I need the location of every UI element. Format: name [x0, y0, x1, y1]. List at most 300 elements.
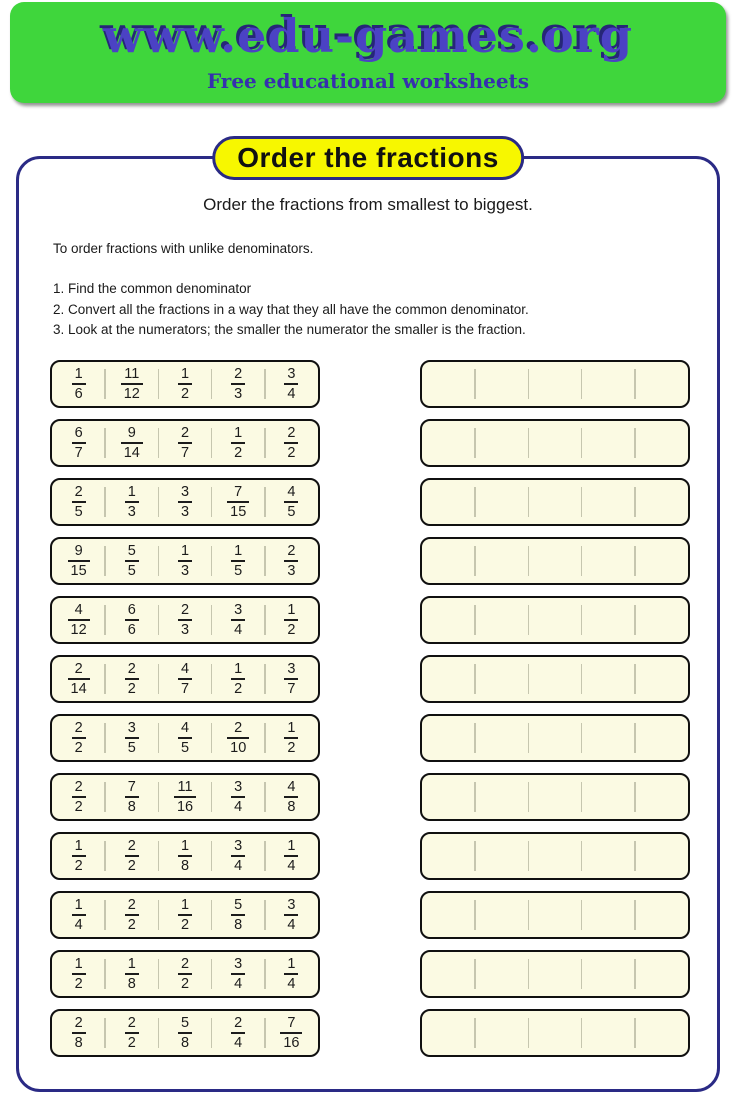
howto-step-1: 1. Find the common denominator [53, 281, 252, 297]
fraction-cell [212, 657, 265, 701]
fraction-numerator: 4 [178, 720, 192, 739]
fraction-numerator: 2 [125, 1015, 139, 1034]
answer-box [420, 537, 690, 585]
fraction [178, 484, 192, 520]
fraction-numerator: 1 [231, 425, 245, 444]
fraction [125, 1015, 139, 1051]
fraction [125, 661, 139, 697]
fraction-cell [52, 1011, 105, 1055]
answer-cell[interactable] [635, 480, 688, 524]
fraction [231, 838, 245, 874]
answer-box [420, 832, 690, 880]
fraction-denominator: 5 [180, 740, 190, 756]
fraction-denominator: 7 [180, 681, 190, 697]
fraction-denominator: 2 [287, 740, 296, 756]
answer-cell[interactable] [475, 952, 528, 996]
answer-cell[interactable] [582, 598, 635, 642]
fraction-cell [52, 716, 105, 760]
fraction-numerator: 4 [68, 602, 90, 621]
fraction-denominator: 16 [176, 799, 194, 815]
fraction-cell [52, 598, 105, 642]
fraction-denominator: 2 [234, 445, 243, 461]
answer-cell[interactable] [582, 952, 635, 996]
fraction-box [50, 360, 320, 408]
answer-cell[interactable] [582, 539, 635, 583]
fraction-numerator: 2 [178, 602, 192, 621]
fraction [125, 897, 139, 933]
fraction-box [50, 950, 320, 998]
fraction [284, 897, 298, 933]
fraction-numerator: 7 [227, 484, 249, 503]
answer-cell[interactable] [475, 893, 528, 937]
fraction-denominator: 8 [287, 799, 296, 815]
fraction-numerator: 2 [125, 838, 139, 857]
fraction-cell [52, 834, 105, 878]
answer-cell[interactable] [528, 657, 581, 701]
fraction-numerator: 1 [125, 956, 139, 975]
fraction [284, 602, 298, 638]
fraction-numerator: 9 [121, 425, 143, 444]
fraction-denominator: 5 [127, 740, 136, 756]
fraction-denominator: 2 [74, 740, 83, 756]
fraction [121, 366, 143, 402]
fraction-numerator: 1 [72, 366, 86, 385]
fraction [284, 838, 298, 874]
fraction-denominator: 12 [70, 622, 87, 638]
fraction-denominator: 4 [234, 858, 243, 874]
answer-cell[interactable] [422, 893, 475, 937]
answer-cell[interactable] [582, 716, 635, 760]
fraction-denominator: 5 [287, 504, 296, 520]
fraction [284, 366, 298, 402]
answer-cell[interactable] [528, 834, 581, 878]
howto-step-3: 3. Look at the numerators; the smaller the numerator the smaller is the fraction. [53, 321, 526, 337]
fraction-denominator: 3 [287, 563, 296, 579]
fraction-cell [105, 952, 158, 996]
fraction-numerator: 1 [178, 897, 192, 916]
fraction-denominator: 7 [74, 445, 83, 461]
fraction-numerator: 4 [284, 484, 298, 503]
answer-cell[interactable] [635, 775, 688, 819]
fraction [231, 897, 245, 933]
fraction-numerator: 5 [231, 897, 245, 916]
fraction-numerator: 2 [178, 956, 192, 975]
fraction-denominator: 2 [287, 445, 296, 461]
answer-cell[interactable] [422, 598, 475, 642]
fraction-cell [265, 657, 318, 701]
fraction [178, 425, 192, 461]
fraction-box [50, 537, 320, 585]
site-title: www.edu-games.org [102, 9, 634, 64]
worksheet-row [50, 537, 690, 585]
fraction-cell [265, 539, 318, 583]
fraction-denominator: 14 [70, 681, 87, 697]
fraction-cell [105, 539, 158, 583]
fraction-cell [158, 893, 211, 937]
answer-cell[interactable] [635, 362, 688, 406]
fraction [284, 779, 298, 815]
fraction [68, 661, 90, 697]
fraction-denominator: 5 [234, 563, 243, 579]
fraction [125, 484, 139, 520]
fraction-denominator: 8 [127, 799, 136, 815]
fraction-denominator: 2 [234, 681, 243, 697]
fraction-denominator: 4 [234, 622, 243, 638]
fraction [280, 1015, 302, 1051]
answer-cell[interactable] [635, 834, 688, 878]
fraction-numerator: 2 [231, 1015, 245, 1034]
fraction-cell [158, 421, 211, 465]
answer-cell[interactable] [635, 657, 688, 701]
fraction-denominator: 8 [180, 1035, 190, 1051]
fraction-numerator: 3 [231, 838, 245, 857]
fraction-cell [212, 834, 265, 878]
fraction [125, 956, 139, 992]
fraction-cell [52, 657, 105, 701]
answer-cell[interactable] [635, 421, 688, 465]
fraction-denominator: 8 [74, 1035, 83, 1051]
answer-cell[interactable] [582, 893, 635, 937]
fraction [284, 720, 298, 756]
fraction-denominator: 6 [127, 622, 136, 638]
fraction-numerator: 7 [280, 1015, 302, 1034]
answer-cell[interactable] [635, 598, 688, 642]
fraction-cell [105, 716, 158, 760]
answer-cell[interactable] [582, 775, 635, 819]
fraction-denominator: 16 [283, 1035, 300, 1051]
fraction-denominator: 5 [74, 504, 83, 520]
fraction-numerator: 3 [284, 897, 298, 916]
fraction [125, 602, 139, 638]
fraction-cell [212, 952, 265, 996]
fraction [284, 956, 298, 992]
fraction-cell [265, 1011, 318, 1055]
fraction-denominator: 3 [180, 504, 190, 520]
answer-cell[interactable] [475, 1011, 528, 1055]
fraction-box [50, 1009, 320, 1057]
fraction-numerator: 4 [178, 661, 192, 680]
fraction-numerator: 3 [231, 779, 245, 798]
fraction-denominator: 14 [123, 445, 140, 461]
fraction-numerator: 2 [125, 661, 139, 680]
answer-cell[interactable] [582, 657, 635, 701]
fraction [72, 897, 86, 933]
worksheet-row [50, 478, 690, 526]
answer-cell[interactable] [582, 362, 635, 406]
fraction-cell [158, 657, 211, 701]
fraction [72, 838, 86, 874]
fraction-denominator: 2 [127, 1035, 136, 1051]
fraction-numerator: 5 [125, 543, 139, 562]
fraction [125, 838, 139, 874]
fraction-cell [52, 362, 105, 406]
answer-cell[interactable] [422, 834, 475, 878]
fraction-numerator: 1 [284, 720, 298, 739]
fraction-denominator: 3 [234, 386, 243, 402]
fraction-denominator: 4 [287, 386, 296, 402]
fraction-cell [105, 775, 158, 819]
fraction-numerator: 2 [68, 661, 90, 680]
fraction-cell [158, 716, 211, 760]
fraction-numerator: 5 [178, 1015, 192, 1034]
fraction [284, 661, 298, 697]
answer-cell[interactable] [475, 834, 528, 878]
fraction-numerator: 7 [125, 779, 139, 798]
answer-cell[interactable] [528, 480, 581, 524]
answer-cell[interactable] [422, 952, 475, 996]
fraction-box [50, 655, 320, 703]
fraction [284, 425, 298, 461]
fraction-denominator: 2 [180, 917, 190, 933]
howto-intro: To order fractions with unlike denominators. [53, 241, 314, 256]
fraction-cell [212, 421, 265, 465]
fraction-numerator: 3 [284, 661, 298, 680]
fraction-cell [105, 421, 158, 465]
worksheet-row [50, 360, 690, 408]
answer-cell[interactable] [635, 716, 688, 760]
answer-cell[interactable] [635, 952, 688, 996]
fraction [231, 956, 245, 992]
answer-cell[interactable] [475, 480, 528, 524]
fraction-numerator: 2 [284, 543, 298, 562]
fraction-denominator: 2 [127, 858, 136, 874]
fraction [178, 1015, 192, 1051]
fraction [231, 425, 245, 461]
fraction-cell [158, 775, 211, 819]
fraction-numerator: 2 [284, 425, 298, 444]
fraction-numerator: 2 [72, 484, 86, 503]
fraction-cell [105, 362, 158, 406]
answer-cell[interactable] [582, 834, 635, 878]
answer-box [420, 655, 690, 703]
fraction-numerator: 1 [72, 897, 86, 916]
fraction-denominator: 3 [180, 622, 190, 638]
fraction [72, 366, 86, 402]
answer-box [420, 360, 690, 408]
answer-cell[interactable] [475, 657, 528, 701]
fraction-cell [265, 775, 318, 819]
fraction-denominator: 12 [123, 386, 140, 402]
fraction [231, 661, 245, 697]
answer-cell[interactable] [475, 775, 528, 819]
fraction-denominator: 2 [127, 917, 136, 933]
fraction [178, 956, 192, 992]
fraction-numerator: 1 [178, 838, 192, 857]
fraction-cell [105, 480, 158, 524]
fraction-cell [212, 1011, 265, 1055]
fraction [178, 543, 192, 579]
fraction [231, 543, 245, 579]
fraction-denominator: 2 [127, 681, 136, 697]
worksheet-row [50, 596, 690, 644]
fraction [227, 484, 249, 520]
fraction [178, 602, 192, 638]
fraction-denominator: 2 [74, 976, 83, 992]
fraction-numerator: 2 [72, 779, 86, 798]
fraction-numerator: 3 [231, 602, 245, 621]
fraction-denominator: 8 [127, 976, 136, 992]
fraction-denominator: 15 [230, 504, 247, 520]
fraction [125, 543, 139, 579]
fraction [68, 543, 90, 579]
fraction [284, 484, 298, 520]
fraction-denominator: 3 [180, 563, 190, 579]
answer-box [420, 891, 690, 939]
answer-cell[interactable] [528, 1011, 581, 1055]
fraction-denominator: 8 [180, 858, 190, 874]
fraction-numerator: 2 [72, 720, 86, 739]
fraction-denominator: 7 [287, 681, 296, 697]
answer-cell[interactable] [475, 716, 528, 760]
fraction [284, 543, 298, 579]
fraction [178, 720, 192, 756]
fraction-numerator: 1 [178, 366, 192, 385]
worksheet-row [50, 655, 690, 703]
fraction-cell [265, 716, 318, 760]
answer-cell[interactable] [475, 539, 528, 583]
fraction-denominator: 2 [287, 622, 296, 638]
fraction [72, 779, 86, 815]
fraction-numerator: 4 [284, 779, 298, 798]
answer-cell[interactable] [528, 893, 581, 937]
fraction-cell [158, 952, 211, 996]
answer-cell[interactable] [528, 362, 581, 406]
fraction-cell [265, 421, 318, 465]
fraction [72, 1015, 86, 1051]
answer-cell[interactable] [475, 421, 528, 465]
answer-cell[interactable] [475, 598, 528, 642]
fraction-denominator: 15 [70, 563, 87, 579]
answer-box [420, 773, 690, 821]
answer-cell[interactable] [528, 952, 581, 996]
answer-cell[interactable] [528, 598, 581, 642]
fraction [174, 779, 196, 815]
fraction [231, 602, 245, 638]
fraction-denominator: 2 [180, 386, 190, 402]
fraction-denominator: 4 [287, 917, 296, 933]
fraction-numerator: 1 [72, 956, 86, 975]
answer-cell[interactable] [422, 1011, 475, 1055]
fraction [231, 1015, 245, 1051]
fraction-cell [52, 539, 105, 583]
fraction-numerator: 2 [125, 897, 139, 916]
fraction-numerator: 1 [284, 838, 298, 857]
fraction [72, 484, 86, 520]
fraction-denominator: 2 [74, 799, 83, 815]
answer-cell[interactable] [528, 716, 581, 760]
worksheet-row [50, 832, 690, 880]
fraction-denominator: 10 [230, 740, 247, 756]
task-instruction: Order the fractions from smallest to biggest. [203, 195, 533, 214]
fraction-numerator: 2 [231, 366, 245, 385]
fraction-numerator: 2 [72, 1015, 86, 1034]
answer-cell[interactable] [422, 657, 475, 701]
answer-cell[interactable] [422, 775, 475, 819]
worksheet-row [50, 714, 690, 762]
howto-block [53, 239, 717, 340]
fraction-cell [105, 1011, 158, 1055]
fraction-cell [52, 480, 105, 524]
fraction-cell [52, 421, 105, 465]
fraction [231, 779, 245, 815]
fraction-numerator: 1 [284, 602, 298, 621]
fraction-cell [105, 893, 158, 937]
site-header [10, 2, 726, 103]
fraction-numerator: 11 [121, 366, 143, 385]
fraction [72, 425, 86, 461]
answer-cell[interactable] [582, 421, 635, 465]
fraction-cell [52, 893, 105, 937]
answer-box [420, 714, 690, 762]
worksheet-row [50, 419, 690, 467]
worksheet-row [50, 950, 690, 998]
answer-cell[interactable] [582, 1011, 635, 1055]
answer-cell[interactable] [475, 362, 528, 406]
fraction-denominator: 2 [180, 976, 190, 992]
worksheet-row [50, 773, 690, 821]
answer-cell[interactable] [422, 421, 475, 465]
fraction-cell [265, 480, 318, 524]
fraction [72, 956, 86, 992]
fraction-denominator: 8 [234, 917, 243, 933]
howto-step-2: 2. Convert all the fractions in a way that they all have the common denominator. [53, 301, 529, 317]
fraction [125, 779, 139, 815]
answer-cell[interactable] [422, 716, 475, 760]
fraction-cell [105, 598, 158, 642]
fraction-numerator: 3 [231, 956, 245, 975]
worksheet-frame [16, 142, 720, 1092]
fraction-denominator: 4 [74, 917, 83, 933]
fraction-cell [265, 598, 318, 642]
fraction-cell [158, 539, 211, 583]
answer-cell[interactable] [422, 362, 475, 406]
rows [50, 360, 690, 1068]
fraction-numerator: 1 [231, 661, 245, 680]
fraction-denominator: 4 [287, 858, 296, 874]
fraction-denominator: 3 [127, 504, 136, 520]
fraction-denominator: 4 [234, 799, 243, 815]
answer-cell[interactable] [635, 539, 688, 583]
fraction-numerator: 2 [227, 720, 249, 739]
answer-cell[interactable] [635, 1011, 688, 1055]
answer-cell[interactable] [422, 539, 475, 583]
fraction-box [50, 419, 320, 467]
fraction-box [50, 773, 320, 821]
fraction-numerator: 1 [72, 838, 86, 857]
answer-cell[interactable] [528, 775, 581, 819]
fraction-denominator: 4 [287, 976, 296, 992]
answer-cell[interactable] [528, 539, 581, 583]
fraction-cell [212, 598, 265, 642]
answer-cell[interactable] [582, 480, 635, 524]
fraction-cell [52, 775, 105, 819]
fraction [227, 720, 249, 756]
answer-cell[interactable] [635, 893, 688, 937]
answer-box [420, 478, 690, 526]
fraction-numerator: 1 [284, 956, 298, 975]
fraction-denominator: 7 [180, 445, 190, 461]
fraction-cell [158, 1011, 211, 1055]
fraction-cell [105, 657, 158, 701]
fraction-cell [158, 480, 211, 524]
fraction-numerator: 1 [125, 484, 139, 503]
answer-cell[interactable] [528, 421, 581, 465]
fraction-box [50, 478, 320, 526]
fraction-denominator: 5 [127, 563, 136, 579]
fraction-cell [158, 362, 211, 406]
answer-cell[interactable] [422, 480, 475, 524]
fraction-numerator: 3 [178, 484, 192, 503]
